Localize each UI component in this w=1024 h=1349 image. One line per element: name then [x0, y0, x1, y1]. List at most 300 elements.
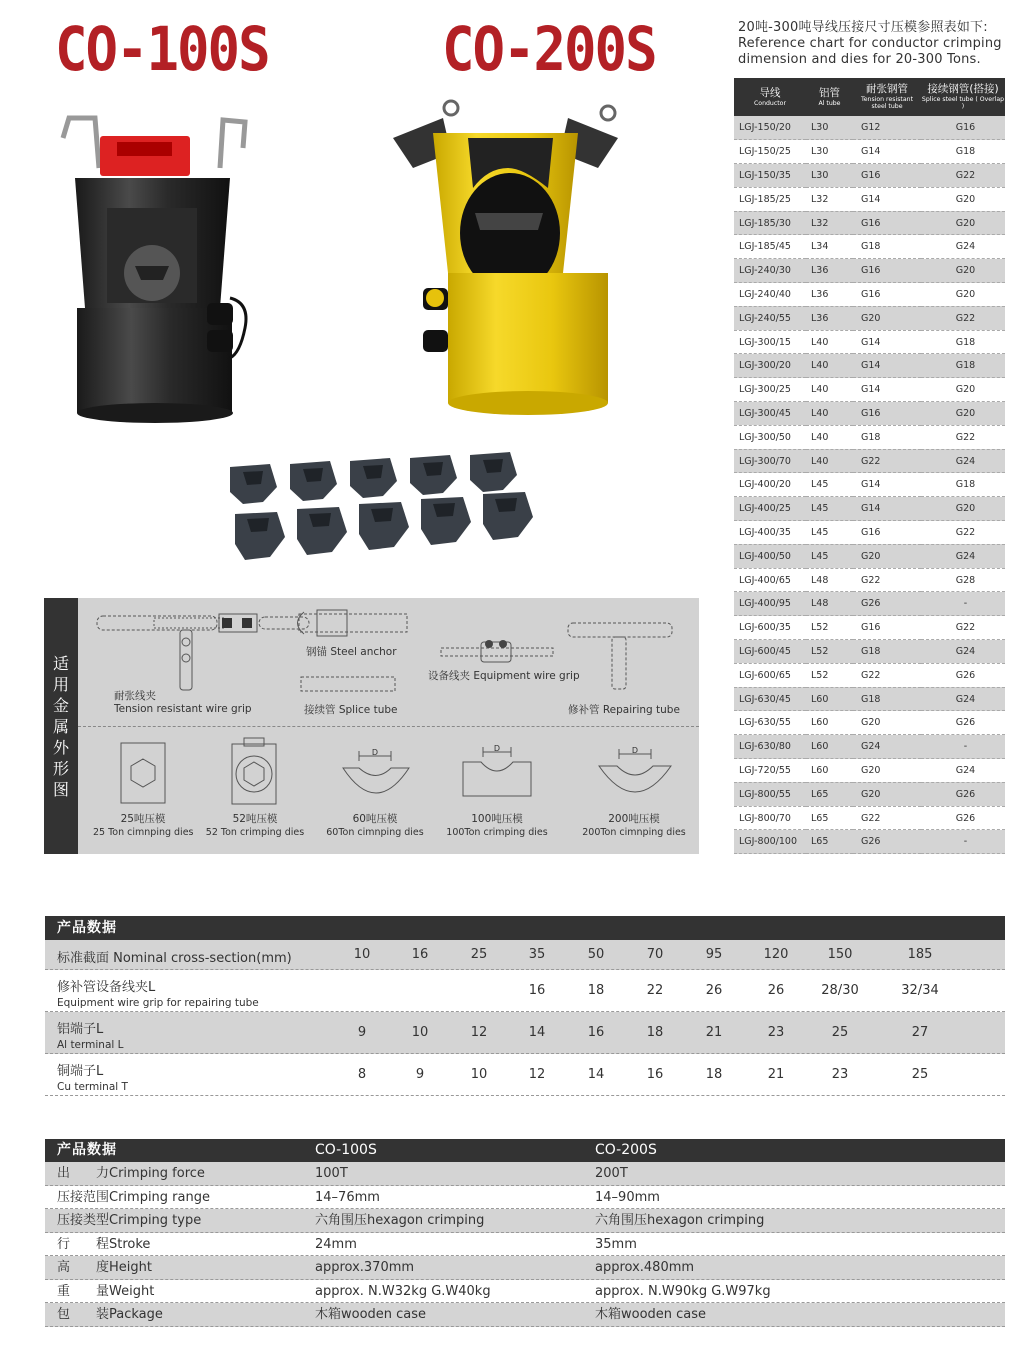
reference-cell: G18 [853, 640, 921, 664]
reference-cell: G24 [921, 687, 1005, 711]
row-value: 10 [411, 1025, 429, 1040]
spec-label: 重 量Weight [57, 1283, 155, 1299]
reference-row [734, 663, 1005, 687]
row-value: 9 [415, 1067, 425, 1082]
reference-cell: LGJ-630/45 [734, 687, 806, 711]
row-value: 25 [470, 947, 488, 962]
reference-cell: G28 [921, 568, 1005, 592]
side-char: 形 [52, 759, 69, 778]
reference-cell: L60 [806, 735, 853, 759]
reference-cell: G24 [921, 544, 1005, 568]
die-en: 200Ton cimnping dies [582, 827, 686, 838]
reference-cell: LGJ-185/45 [734, 235, 806, 259]
row-label-cn: 铝端子L [57, 1022, 104, 1037]
reference-cell: LGJ-800/100 [734, 830, 806, 854]
row-value: 12 [528, 1067, 546, 1082]
reference-cell: LGJ-240/30 [734, 259, 806, 283]
model-title-co200s: CO-200S [442, 14, 656, 85]
reference-cell: LGJ-300/20 [734, 354, 806, 378]
row-value: 16 [587, 1025, 605, 1040]
reference-row [734, 235, 1005, 259]
reference-heading-en-line1: Reference chart for conductor crimping [738, 36, 1002, 51]
tension-wire-grip-label [114, 690, 252, 716]
spec-value: 24mm [315, 1236, 357, 1252]
reference-cell: L48 [806, 592, 853, 616]
row-label-en: Cu terminal T [57, 1081, 128, 1093]
reference-row [734, 164, 1005, 188]
product-data-row [45, 940, 1005, 970]
repairing-tube-drawing [566, 620, 676, 692]
reference-cell: L45 [806, 497, 853, 521]
reference-cell: LGJ-300/25 [734, 378, 806, 402]
reference-row [734, 473, 1005, 497]
reference-cell: G20 [921, 402, 1005, 426]
reference-row [734, 259, 1005, 283]
product-data-row-2 [45, 1162, 1005, 1186]
product-data-row-2 [45, 1303, 1005, 1327]
reference-cell: G20 [853, 782, 921, 806]
reference-cell: G14 [853, 140, 921, 164]
splice-tube-drawing [299, 674, 399, 694]
row-label [57, 976, 259, 1009]
row-value: 18 [587, 983, 605, 998]
reference-cell: G26 [921, 782, 1005, 806]
reference-row [734, 735, 1005, 759]
reference-cell: L45 [806, 521, 853, 545]
reference-row [734, 521, 1005, 545]
reference-cell: - [921, 592, 1005, 616]
header-splice-steel-tube: 接续钢管(搭接) Splice steel tube ( Overlap ) [921, 78, 1005, 116]
reference-cell: G22 [921, 616, 1005, 640]
reference-cell: L65 [806, 830, 853, 854]
spec-label: 压接范围Crimping range [57, 1189, 210, 1205]
row-value: 10 [353, 947, 371, 962]
die-cn: 200吨压模 [608, 813, 660, 825]
die-cn: 52吨压模 [232, 813, 278, 825]
reference-cell: G20 [921, 211, 1005, 235]
reference-cell: LGJ-400/35 [734, 521, 806, 545]
reference-cell: LGJ-300/50 [734, 425, 806, 449]
die-25-label [93, 812, 193, 840]
reference-cell: G20 [853, 711, 921, 735]
reference-cell: L48 [806, 568, 853, 592]
steel-anchor-drawing [289, 608, 411, 638]
reference-cell: G22 [921, 521, 1005, 545]
row-label [57, 1018, 124, 1051]
reference-row [734, 187, 1005, 211]
row-value: 16 [411, 947, 429, 962]
reference-cell: L30 [806, 116, 853, 140]
shapes-side-label [44, 598, 78, 854]
spec-label: 高 度Height [57, 1260, 152, 1275]
reference-cell: G26 [921, 806, 1005, 830]
spec-value: 200T [595, 1166, 628, 1181]
row-value: 25 [831, 1025, 849, 1040]
reference-cell: L34 [806, 235, 853, 259]
die-25-ton-drawing [119, 741, 167, 806]
product-data-rows-2 [45, 1162, 1005, 1327]
die-en: 52 Ton crimping dies [205, 827, 305, 838]
header-conductor: 导线 Conductor [734, 78, 806, 116]
spec-value: 35mm [595, 1236, 637, 1252]
reference-row [734, 592, 1005, 616]
reference-cell: LGJ-800/55 [734, 782, 806, 806]
reference-cell: G20 [853, 759, 921, 783]
die-52-label [205, 812, 305, 840]
reference-cell: LGJ-600/45 [734, 640, 806, 664]
reference-cell: G18 [853, 687, 921, 711]
reference-cell: L30 [806, 164, 853, 188]
row-value: 70 [646, 947, 664, 962]
row-label-cn: 铜端子L [57, 1064, 104, 1079]
equipment-wire-grip-label: 设备线夹 Equipment wire grip [428, 670, 580, 682]
reference-cell: L52 [806, 663, 853, 687]
reference-cell: L36 [806, 306, 853, 330]
reference-cell: G24 [921, 759, 1005, 783]
product-data-row [45, 1054, 1005, 1096]
reference-cell: G24 [921, 235, 1005, 259]
reference-cell: L52 [806, 640, 853, 664]
row-value: 18 [705, 1067, 723, 1082]
reference-cell: L65 [806, 806, 853, 830]
reference-cell: LGJ-720/55 [734, 759, 806, 783]
reference-cell: LGJ-400/50 [734, 544, 806, 568]
die-cn: 100吨压模 [471, 813, 523, 825]
die-100-label [444, 812, 550, 840]
spec-label: 出 力Crimping force [57, 1166, 205, 1181]
reference-cell: LGJ-300/45 [734, 402, 806, 426]
repairing-tube-label: 修补管 Repairing tube [568, 704, 680, 716]
col-co200s: CO-200S [595, 1142, 657, 1158]
reference-cell: G24 [921, 640, 1005, 664]
reference-cell: G16 [853, 521, 921, 545]
spec-value: 木箱wooden case [315, 1307, 427, 1322]
reference-cell: G18 [921, 473, 1005, 497]
reference-cell: G22 [921, 425, 1005, 449]
row-value: 23 [831, 1067, 849, 1082]
product-data-row-2 [45, 1209, 1005, 1233]
reference-cell: G16 [853, 164, 921, 188]
model-title-co100s: CO-100S [55, 14, 269, 85]
product-data-row-2 [45, 1280, 1005, 1304]
spec-value: 木箱wooden case [595, 1307, 707, 1322]
reference-row [734, 116, 1005, 140]
reference-cell: L36 [806, 259, 853, 283]
reference-row [734, 140, 1005, 164]
reference-cell: G22 [853, 449, 921, 473]
reference-cell: L60 [806, 711, 853, 735]
spec-label: 压接类型Crimping type [57, 1213, 202, 1228]
co100s-crimper-image [55, 108, 255, 428]
tension-label-en: Tension resistant wire grip [114, 703, 252, 715]
reference-cell: LGJ-400/65 [734, 568, 806, 592]
reference-chart-table [734, 78, 1005, 854]
reference-header-row [734, 78, 1005, 116]
reference-cell: G14 [853, 497, 921, 521]
row-value: 12 [470, 1025, 488, 1040]
product-data-table-2 [45, 1139, 1005, 1327]
reference-cell: LGJ-400/25 [734, 497, 806, 521]
die-en: 25 Ton cimnping dies [93, 827, 194, 838]
reference-cell: G18 [921, 354, 1005, 378]
reference-cell: G24 [853, 735, 921, 759]
die-cn: 60吨压模 [352, 813, 398, 825]
die-200-ton-drawing [597, 746, 673, 802]
reference-row [734, 687, 1005, 711]
reference-row [734, 306, 1005, 330]
reference-cell: G14 [853, 187, 921, 211]
spec-label: 包 装Package [57, 1307, 163, 1322]
reference-cell: LGJ-150/20 [734, 116, 806, 140]
spec-value: approx. N.W90kg G.W97kg [595, 1283, 771, 1299]
reference-cell: G16 [921, 116, 1005, 140]
reference-cell: L32 [806, 211, 853, 235]
reference-cell: G16 [853, 283, 921, 307]
reference-cell: L40 [806, 425, 853, 449]
reference-cell: L52 [806, 616, 853, 640]
side-char: 属 [52, 717, 69, 736]
row-value: 95 [705, 947, 723, 962]
row-label-cn: 标准截面 Nominal cross-section(mm) [57, 951, 292, 966]
reference-cell: LGJ-630/55 [734, 711, 806, 735]
row-value: 16 [528, 983, 546, 998]
spec-label: 行 程Stroke [57, 1236, 151, 1252]
reference-cell: LGJ-600/35 [734, 616, 806, 640]
reference-cell: G16 [853, 616, 921, 640]
side-char: 外 [52, 738, 69, 757]
reference-cell: G26 [853, 830, 921, 854]
reference-cell: L30 [806, 140, 853, 164]
reference-cell: - [921, 830, 1005, 854]
reference-cell: L40 [806, 330, 853, 354]
reference-row [734, 283, 1005, 307]
reference-cell: G22 [853, 806, 921, 830]
reference-cell: - [921, 735, 1005, 759]
die-en: 60Ton cimnping dies [326, 827, 424, 838]
reference-cell: LGJ-240/40 [734, 283, 806, 307]
side-char: 图 [52, 780, 69, 799]
row-value: 35 [528, 947, 546, 962]
header-tension-steel-tube: 耐张钢管 Tension resistant steel tube [853, 78, 921, 116]
reference-cell: G26 [921, 663, 1005, 687]
steel-anchor-label: 钢锚 Steel anchor [306, 646, 397, 658]
reference-cell: LGJ-400/95 [734, 592, 806, 616]
reference-cell: LGJ-185/30 [734, 211, 806, 235]
product-data-header-2 [45, 1139, 1005, 1162]
spec-value: 六角围压hexagon crimping [315, 1213, 485, 1228]
reference-cell: G20 [853, 306, 921, 330]
side-char: 用 [52, 675, 69, 694]
side-char: 适 [52, 654, 69, 673]
reference-cell: G14 [853, 330, 921, 354]
reference-heading-cn: 20吨-300吨导线压接尺寸压模参照表如下: [738, 20, 988, 35]
reference-row [734, 544, 1005, 568]
row-value: 14 [587, 1067, 605, 1082]
reference-row [734, 211, 1005, 235]
reference-cell: LGJ-400/20 [734, 473, 806, 497]
row-value: 50 [587, 947, 605, 962]
row-label-cn: 修补管设备线夹L [57, 980, 156, 995]
die-200-d-label: D [631, 746, 639, 755]
row-value: 18 [646, 1025, 664, 1040]
die-en: 100Ton crimping dies [446, 827, 548, 838]
splice-tube-label: 接续管 Splice tube [304, 704, 398, 716]
product-data-row [45, 1012, 1005, 1054]
reference-cell: L40 [806, 402, 853, 426]
reference-cell: G26 [853, 592, 921, 616]
reference-cell: L40 [806, 378, 853, 402]
tension-wire-grip-drawing [94, 610, 314, 694]
reference-table-body [734, 116, 1005, 854]
row-value: 9 [357, 1025, 367, 1040]
reference-cell: L32 [806, 187, 853, 211]
die-100-ton-drawing [461, 744, 533, 800]
reference-cell: L40 [806, 449, 853, 473]
reference-cell: LGJ-300/15 [734, 330, 806, 354]
reference-cell: LGJ-185/25 [734, 187, 806, 211]
reference-row [734, 354, 1005, 378]
product-data-title-2: 产品数据 [57, 1142, 117, 1158]
row-value: 21 [767, 1067, 785, 1082]
reference-cell: G16 [853, 211, 921, 235]
reference-row [734, 402, 1005, 426]
reference-row [734, 782, 1005, 806]
reference-cell: LGJ-150/35 [734, 164, 806, 188]
reference-cell: G24 [921, 449, 1005, 473]
reference-row [734, 378, 1005, 402]
spec-value: 14–76mm [315, 1189, 380, 1205]
product-data-table-1 [45, 916, 1005, 1096]
shapes-divider [78, 726, 699, 727]
reference-cell: LGJ-240/55 [734, 306, 806, 330]
row-value: 10 [470, 1067, 488, 1082]
reference-cell: G18 [853, 235, 921, 259]
row-value: 16 [646, 1067, 664, 1082]
row-label-en: Equipment wire grip for repairing tube [57, 997, 259, 1009]
reference-row [734, 449, 1005, 473]
crimping-dies-image [225, 452, 537, 564]
product-data-row-2 [45, 1233, 1005, 1257]
reference-row [734, 759, 1005, 783]
row-value: 21 [705, 1025, 723, 1040]
reference-cell: G16 [853, 259, 921, 283]
spec-value: approx.370mm [315, 1260, 415, 1275]
spec-value: approx.480mm [595, 1260, 695, 1275]
row-value: 25 [911, 1067, 929, 1082]
equipment-wire-grip-drawing [439, 636, 557, 666]
reference-cell: L45 [806, 544, 853, 568]
reference-cell: G16 [853, 402, 921, 426]
reference-cell: L60 [806, 759, 853, 783]
reference-cell: G20 [921, 497, 1005, 521]
die-60-d-label: D [371, 748, 379, 757]
row-value: 23 [767, 1025, 785, 1040]
reference-row [734, 711, 1005, 735]
header-al-tube: 铝管 Al tube [806, 78, 853, 116]
reference-cell: G14 [853, 354, 921, 378]
die-60-label [325, 812, 425, 840]
reference-row [734, 640, 1005, 664]
reference-row [734, 425, 1005, 449]
row-value: 26 [705, 983, 723, 998]
row-value: 120 [763, 947, 789, 962]
reference-cell: LGJ-630/80 [734, 735, 806, 759]
reference-cell: L45 [806, 473, 853, 497]
spec-value: 100T [315, 1166, 348, 1181]
reference-cell: G20 [921, 378, 1005, 402]
spec-value: 14–90mm [595, 1189, 660, 1205]
reference-cell: G12 [853, 116, 921, 140]
reference-chart-heading [738, 20, 1018, 68]
reference-cell: L65 [806, 782, 853, 806]
product-data-row-2 [45, 1186, 1005, 1210]
reference-cell: LGJ-600/65 [734, 663, 806, 687]
reference-row [734, 568, 1005, 592]
reference-cell: L36 [806, 283, 853, 307]
reference-cell: G20 [921, 187, 1005, 211]
row-value: 27 [911, 1025, 929, 1040]
die-60-ton-drawing [341, 748, 411, 803]
reference-cell: G14 [853, 378, 921, 402]
reference-cell: G20 [921, 259, 1005, 283]
die-100-d-label: D [493, 744, 501, 753]
applicable-shapes-panel [44, 598, 699, 854]
row-value: 26 [767, 983, 785, 998]
row-value: 150 [827, 947, 853, 962]
reference-cell: G18 [853, 425, 921, 449]
spec-value: approx. N.W32kg G.W40kg [315, 1283, 491, 1299]
reference-heading-en-line2: dimension and dies for 20-300 Tons. [738, 52, 981, 67]
product-data-row-2 [45, 1256, 1005, 1280]
reference-cell: LGJ-300/70 [734, 449, 806, 473]
reference-cell: G14 [853, 473, 921, 497]
reference-cell: LGJ-150/25 [734, 140, 806, 164]
reference-cell: G20 [921, 283, 1005, 307]
tension-label-cn: 耐张线夹 [114, 690, 156, 702]
reference-cell: G18 [921, 140, 1005, 164]
reference-cell: G18 [921, 330, 1005, 354]
row-label [57, 947, 292, 966]
reference-row [734, 497, 1005, 521]
row-value: 14 [528, 1025, 546, 1040]
reference-row [734, 616, 1005, 640]
spec-value: 六角围压hexagon crimping [595, 1213, 765, 1228]
reference-cell: L40 [806, 354, 853, 378]
reference-cell: L60 [806, 687, 853, 711]
product-data-title-1: 产品数据 [45, 916, 1005, 940]
row-label [57, 1060, 128, 1093]
co200s-crimper-image [393, 98, 618, 418]
col-co100s: CO-100S [315, 1142, 377, 1158]
row-value: 185 [907, 947, 933, 962]
reference-cell: G20 [853, 544, 921, 568]
reference-cell: G22 [853, 568, 921, 592]
reference-cell: G22 [921, 164, 1005, 188]
row-value: 8 [357, 1067, 367, 1082]
reference-row [734, 806, 1005, 830]
reference-row [734, 830, 1005, 854]
die-cn: 25吨压模 [120, 813, 166, 825]
row-value: 32/34 [901, 983, 939, 998]
reference-cell: LGJ-800/70 [734, 806, 806, 830]
row-label-en: Al terminal L [57, 1039, 124, 1051]
product-data-row [45, 970, 1005, 1012]
side-char: 金 [52, 696, 69, 715]
reference-cell: G22 [921, 306, 1005, 330]
die-200-label [581, 812, 687, 840]
reference-row [734, 330, 1005, 354]
reference-cell: G22 [853, 663, 921, 687]
